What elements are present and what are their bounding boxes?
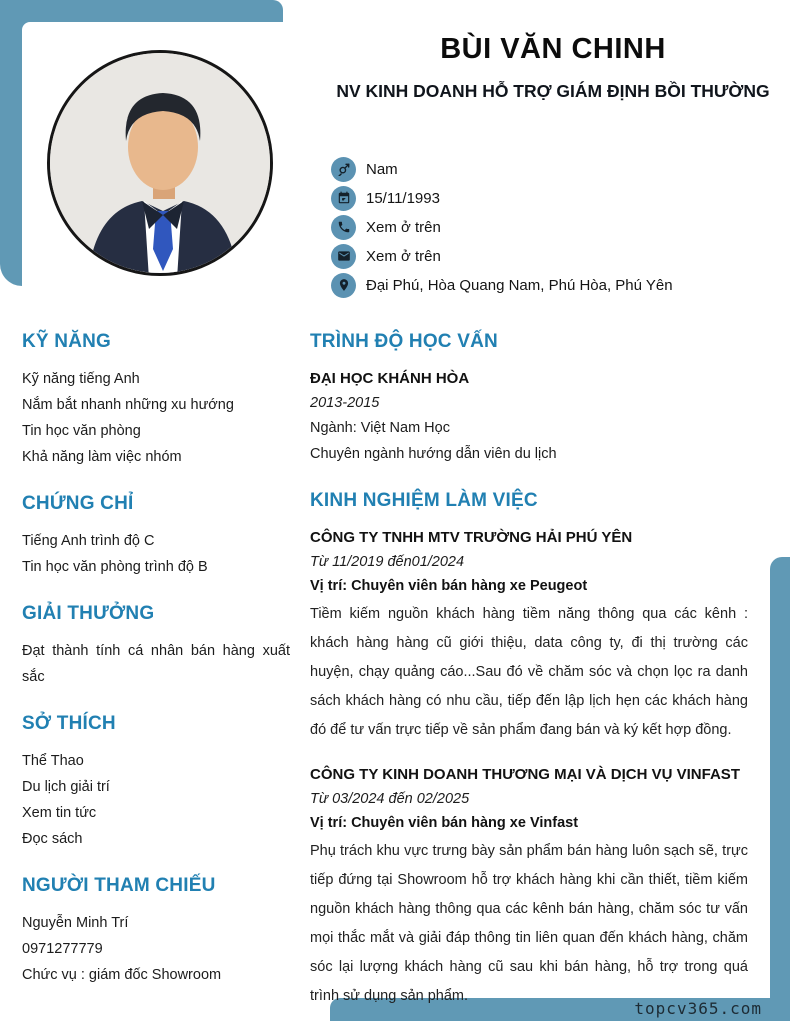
contact-row-birthday [331,186,781,210]
list-item: Du lịch giải trí [22,779,110,795]
references-list [22,910,290,988]
contact-birthday-value: 15/11/1993 [366,189,440,207]
reference-name: Nguyễn Minh Trí [22,915,129,931]
right-edge-accent-shape [770,557,790,1021]
section-heading-certificates: CHỨNG CHỈ [22,493,134,514]
reference-position: Chức vụ : giám đốc Showroom [22,967,222,983]
job-position: Vị trí: Chuyên viên bán hàng xe Peugeot [310,578,588,594]
education-period: 2013-2015 [310,395,380,411]
profile-photo-illustration [50,53,273,276]
job-period: Từ 11/2019 đến01/2024 [310,554,465,570]
experience-job [310,762,748,1011]
location-icon [331,273,356,298]
contact-phone-value: Xem ở trên [366,218,441,236]
contact-address-value: Đại Phú, Hòa Quang Nam, Phú Hòa, Phú Yên [366,276,673,294]
awards-list [22,638,290,690]
contact-info [331,152,781,302]
reference-phone: 0971277779 [22,941,103,957]
phone-icon [331,215,356,240]
candidate-job-title: NV KINH DOANH HỖ TRỢ GIÁM ĐỊNH BỒI THƯỜNG [336,81,770,101]
list-item: Thể Thao [22,753,84,769]
skills-list [22,366,290,470]
job-description: Tiềm kiếm nguồn khách hàng tiềm năng thông qua các kênh : khách hàng hàng cũ giới thiệu, data công ty, đi thị trường các huyện, chạy quảng cáo...Sau đó về chăm sóc và chọn lọc ra danh sách khách hàng có nhu cầu, tiếp đến lập lịch hẹn các khách hàng đó để tư vấn trực tiếp về sản phẩm đang bán và ký kết hợp đồng. [310,606,748,738]
section-skills [22,331,290,470]
job-company: CÔNG TY KINH DOANH THƯƠNG MẠI VÀ DỊCH VỤ VINFAST [310,766,740,783]
job-description: Phụ trách khu vực trưng bày sản phẩm bán hàng luôn sạch sẽ, trực tiếp đứng tại Showroom hỗ trợ khách hàng khi cần thiết, tiềm kiếm nguồn khách hàng thông qua các kênh bán hàng, chăm sóc tư vấn mọi thắc mắt và giải đáp thông tin liên quan đến khách hàng, chăm sóc lại lượng khách hàng cũ sau khi bán hàng, hỗ trợ trong quá trình sử dụng sản phẩm. [310,843,748,1004]
calendar-icon [331,186,356,211]
section-certificates [22,493,290,580]
list-item: Đọc sách [22,831,83,847]
job-position: Vị trí: Chuyên viên bán hàng xe Vinfast [310,815,579,831]
contact-row-phone [331,215,781,239]
list-item: Kỹ năng tiếng Anh [22,371,140,387]
section-references [22,875,290,988]
header [326,33,780,104]
list-item: Nắm bắt nhanh những xu hướng [22,397,234,413]
right-column [310,331,748,1034]
job-period: Từ 03/2024 đến 02/2025 [310,791,470,807]
section-heading-experience: KINH NGHIỆM LÀM VIỆC [310,490,538,511]
section-education [310,331,748,467]
cv-body [22,331,768,1034]
contact-row-email [331,244,781,268]
section-hobbies [22,713,290,852]
certificates-list [22,528,290,580]
experience-job [310,525,748,745]
section-awards [22,603,290,690]
education-major: Ngành: Việt Nam Học [310,420,450,436]
left-column [22,331,290,1011]
list-item: Tiếng Anh trình độ C [22,533,155,549]
candidate-name: BÙI VĂN CHINH [440,33,666,65]
profile-photo [47,50,273,276]
section-heading-hobbies: SỞ THÍCH [22,713,116,734]
contact-gender-value: Nam [366,160,398,178]
section-heading-awards: GIẢI THƯỞNG [22,603,155,624]
watermark-text: topcv365.com [634,999,762,1018]
list-item: Khả năng làm việc nhóm [22,449,182,465]
section-heading-references: NGƯỜI THAM CHIẾU [22,875,216,896]
section-heading-skills: KỸ NĂNG [22,331,112,352]
contact-row-gender [331,157,781,181]
contact-row-address [331,273,781,297]
email-icon [331,244,356,269]
section-experience [310,490,748,1011]
education-detail: Chuyên ngành hướng dẫn viên du lịch [310,446,557,462]
education-school: ĐẠI HỌC KHÁNH HÒA [310,370,470,387]
contact-email-value: Xem ở trên [366,247,441,265]
list-item: Tin học văn phòng trình độ B [22,559,208,575]
hobbies-list [22,748,290,852]
gender-icon [331,157,356,182]
list-item: Đạt thành tính cá nhân bán hàng xuất sắc [22,643,290,685]
section-heading-education: TRÌNH ĐỘ HỌC VẤN [310,331,498,352]
list-item: Xem tin tức [22,805,97,821]
list-item: Tin học văn phòng [22,423,141,439]
job-company: CÔNG TY TNHH MTV TRƯỜNG HẢI PHÚ YÊN [310,529,633,546]
